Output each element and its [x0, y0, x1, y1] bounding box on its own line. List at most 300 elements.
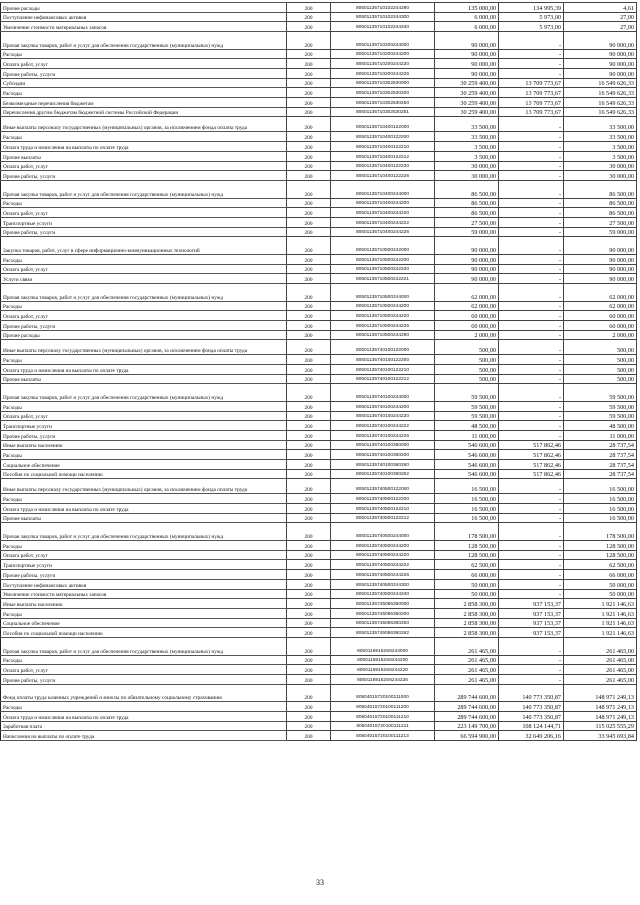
row-code-cell: 200 [287, 78, 331, 88]
row-unexecuted-amount-cell: 50 000,00 [564, 579, 637, 589]
row-classification-code-cell: 80501135740500244222 [331, 560, 435, 570]
row-approved-amount-cell: 33 500,00 [435, 117, 499, 132]
row-code-cell: 200 [287, 301, 331, 311]
row-approved-amount-cell: 500,00 [435, 355, 499, 365]
row-name-cell: Прочие работы, услуги [1, 570, 287, 580]
row-approved-amount-cell: 66 000,00 [435, 570, 499, 580]
row-approved-amount-cell: 3 500,00 [435, 142, 499, 152]
row-executed-amount-cell: 517 862,46 [499, 450, 564, 460]
row-approved-amount-cell: 546 600,00 [435, 450, 499, 460]
row-code-cell: 200 [287, 608, 331, 618]
row-unexecuted-amount-cell: 28 737,54 [564, 450, 637, 460]
row-classification-code-cell: 80501135710302530000 [331, 78, 435, 88]
row-executed-amount-cell: - [499, 59, 564, 69]
row-unexecuted-amount-cell: 1 921 146,63 [564, 608, 637, 618]
row-classification-code-cell: 80501135740500122000 [331, 479, 435, 494]
row-code-cell: 200 [287, 264, 331, 274]
row-classification-code-cell: 80501135740100122200 [331, 355, 435, 365]
row-executed-amount-cell: 5 973,00 [499, 22, 564, 32]
row-executed-amount-cell: - [499, 637, 564, 655]
row-code-cell: 200 [287, 504, 331, 514]
row-classification-code-cell: 80501135740500122212 [331, 513, 435, 523]
row-classification-code-cell: 80501135710400122200 [331, 132, 435, 142]
table-row [1, 22, 637, 32]
row-code-cell: 200 [287, 579, 331, 589]
row-unexecuted-amount-cell: 500,00 [564, 355, 637, 365]
row-approved-amount-cell: 62 000,00 [435, 301, 499, 311]
row-name-cell: Расходы [1, 702, 287, 712]
table-row [1, 560, 637, 570]
row-classification-code-cell: 80501135740100360200 [331, 450, 435, 460]
row-unexecuted-amount-cell: 16 500,00 [564, 494, 637, 504]
row-unexecuted-amount-cell: 30 000,00 [564, 161, 637, 171]
table-row [1, 364, 637, 374]
row-executed-amount-cell: 134 995,39 [499, 3, 564, 13]
row-executed-amount-cell: 140 773 350,87 [499, 702, 564, 712]
row-name-cell: Расходы [1, 494, 287, 504]
row-code-cell: 200 [287, 88, 331, 98]
table-row [1, 264, 637, 274]
row-code-cell: 200 [287, 3, 331, 13]
row-name-cell: Иные выплаты персоналу государственных (муниципальных) органов, за исключением фонда оплаты труда [1, 117, 287, 132]
row-code-cell: 200 [287, 355, 331, 365]
row-code-cell: 200 [287, 440, 331, 450]
row-unexecuted-amount-cell: 178 500,00 [564, 523, 637, 541]
row-approved-amount-cell: 86 500,00 [435, 180, 499, 198]
row-name-cell: Социальное обеспечение [1, 460, 287, 470]
row-code-cell: 200 [287, 198, 331, 208]
row-approved-amount-cell: 500,00 [435, 340, 499, 355]
row-executed-amount-cell: 13 709 773,67 [499, 107, 564, 117]
table-row [1, 171, 637, 181]
table-row [1, 330, 637, 340]
row-approved-amount-cell: 90 000,00 [435, 254, 499, 264]
row-name-cell: Расходы [1, 608, 287, 618]
row-approved-amount-cell: 59 000,00 [435, 227, 499, 237]
row-code-cell: 200 [287, 364, 331, 374]
row-code-cell: 200 [287, 59, 331, 69]
row-code-cell: 200 [287, 479, 331, 494]
row-approved-amount-cell: 546 600,00 [435, 440, 499, 450]
row-unexecuted-amount-cell: 28 737,54 [564, 469, 637, 479]
row-code-cell: 200 [287, 494, 331, 504]
row-code-cell: 200 [287, 283, 331, 301]
row-approved-amount-cell: 90 000,00 [435, 49, 499, 59]
row-executed-amount-cell: - [499, 132, 564, 142]
row-classification-code-cell: 80501135710500244226 [331, 320, 435, 330]
row-code-cell: 200 [287, 702, 331, 712]
table-row [1, 69, 637, 79]
row-unexecuted-amount-cell: 59 500,00 [564, 401, 637, 411]
row-name-cell: Прочие расходы [1, 330, 287, 340]
row-executed-amount-cell: - [499, 579, 564, 589]
row-approved-amount-cell: 50 000,00 [435, 589, 499, 599]
table-row [1, 301, 637, 311]
table-row [1, 665, 637, 675]
row-executed-amount-cell: - [499, 32, 564, 50]
row-name-cell: Прочие работы, услуги [1, 674, 287, 684]
row-unexecuted-amount-cell: 90 000,00 [564, 274, 637, 284]
row-classification-code-cell: 80504015720100111000 [331, 684, 435, 702]
row-unexecuted-amount-cell: 86 500,00 [564, 208, 637, 218]
table-row [1, 98, 637, 108]
row-classification-code-cell: 80501135740100244222 [331, 421, 435, 431]
table-row [1, 430, 637, 440]
row-unexecuted-amount-cell: 27 500,00 [564, 217, 637, 227]
row-code-cell: 200 [287, 320, 331, 330]
row-unexecuted-amount-cell: 16 500,00 [564, 479, 637, 494]
row-classification-code-cell: 80501135740100122000 [331, 340, 435, 355]
row-unexecuted-amount-cell: 90 000,00 [564, 49, 637, 59]
row-code-cell: 200 [287, 469, 331, 479]
row-approved-amount-cell: 6 000,00 [435, 22, 499, 32]
row-code-cell: 200 [287, 171, 331, 181]
row-executed-amount-cell: - [499, 523, 564, 541]
row-code-cell: 200 [287, 22, 331, 32]
row-code-cell: 200 [287, 460, 331, 470]
table-row [1, 541, 637, 551]
row-code-cell: 200 [287, 217, 331, 227]
row-classification-code-cell: 80501135710400244226 [331, 227, 435, 237]
row-unexecuted-amount-cell: 60 000,00 [564, 320, 637, 330]
row-name-cell: Социальное обеспечение [1, 618, 287, 628]
row-name-cell: Прочие расходы [1, 3, 287, 13]
row-classification-code-cell: 80501135710102244300 [331, 12, 435, 22]
row-code-cell: 200 [287, 12, 331, 22]
row-code-cell: 200 [287, 637, 331, 655]
table-row [1, 274, 637, 284]
table-row [1, 711, 637, 721]
table-row [1, 513, 637, 523]
row-classification-code-cell: 80501135710400244200 [331, 198, 435, 208]
table-row [1, 227, 637, 237]
row-code-cell: 200 [287, 628, 331, 638]
row-classification-code-cell: 80501135740100360260 [331, 460, 435, 470]
table-row [1, 570, 637, 580]
table-row [1, 117, 637, 132]
row-executed-amount-cell: - [499, 665, 564, 675]
row-name-cell: Расходы [1, 198, 287, 208]
row-classification-code-cell: 80501135740100244226 [331, 430, 435, 440]
table-row [1, 618, 637, 628]
row-code-cell: 200 [287, 117, 331, 132]
row-executed-amount-cell: - [499, 570, 564, 580]
row-executed-amount-cell: - [499, 237, 564, 255]
row-unexecuted-amount-cell: 90 000,00 [564, 264, 637, 274]
row-name-cell: Расходы [1, 541, 287, 551]
row-unexecuted-amount-cell: 16 549 626,33 [564, 78, 637, 88]
row-unexecuted-amount-cell: 33 500,00 [564, 132, 637, 142]
row-code-cell: 200 [287, 384, 331, 402]
table-row [1, 142, 637, 152]
row-classification-code-cell: 80501135740100122212 [331, 374, 435, 384]
row-approved-amount-cell: 2 858 300,00 [435, 608, 499, 618]
row-unexecuted-amount-cell: 62 000,00 [564, 283, 637, 301]
row-unexecuted-amount-cell: 3 500,00 [564, 142, 637, 152]
row-unexecuted-amount-cell: 261 465,00 [564, 637, 637, 655]
table-row [1, 579, 637, 589]
row-executed-amount-cell: - [499, 421, 564, 431]
row-code-cell: 200 [287, 340, 331, 355]
row-classification-code-cell: 80501169152S6244000 [331, 637, 435, 655]
row-executed-amount-cell: - [499, 161, 564, 171]
row-name-cell: Прочая закупка товаров, работ и услуг для обеспечения государственных (муниципальных) нужд [1, 180, 287, 198]
row-approved-amount-cell: 128 500,00 [435, 550, 499, 560]
row-executed-amount-cell: 517 862,46 [499, 469, 564, 479]
table-row [1, 460, 637, 470]
table-row [1, 450, 637, 460]
row-unexecuted-amount-cell: 1 921 146,63 [564, 618, 637, 628]
row-name-cell: Расходы [1, 355, 287, 365]
row-executed-amount-cell: 5 973,00 [499, 12, 564, 22]
row-classification-code-cell: 80501135710200244226 [331, 69, 435, 79]
table-row [1, 401, 637, 411]
row-name-cell: Оплата труда и начисления на выплаты по оплате труда [1, 711, 287, 721]
row-approved-amount-cell: 30 259 400,00 [435, 107, 499, 117]
table-row [1, 217, 637, 227]
table-row [1, 320, 637, 330]
row-approved-amount-cell: 60 000,00 [435, 311, 499, 321]
row-approved-amount-cell: 135 000,00 [435, 3, 499, 13]
row-classification-code-cell: 80504015720100111213 [331, 731, 435, 741]
row-unexecuted-amount-cell: 261 465,00 [564, 665, 637, 675]
table-row [1, 311, 637, 321]
table-row [1, 340, 637, 355]
row-executed-amount-cell: - [499, 264, 564, 274]
row-code-cell: 200 [287, 430, 331, 440]
row-code-cell: 200 [287, 513, 331, 523]
row-approved-amount-cell: 3 500,00 [435, 151, 499, 161]
table-row [1, 12, 637, 22]
row-approved-amount-cell: 30 259 400,00 [435, 98, 499, 108]
row-classification-code-cell: 80501135710302530250 [331, 98, 435, 108]
row-approved-amount-cell: 30 259 400,00 [435, 88, 499, 98]
row-unexecuted-amount-cell: 62 000,00 [564, 301, 637, 311]
row-executed-amount-cell: - [499, 283, 564, 301]
row-classification-code-cell: 80501135740100244200 [331, 401, 435, 411]
row-approved-amount-cell: 289 744 600,00 [435, 711, 499, 721]
row-classification-code-cell: 80501135710400122220 [331, 161, 435, 171]
row-unexecuted-amount-cell: 90 000,00 [564, 237, 637, 255]
row-approved-amount-cell: 16 500,00 [435, 513, 499, 523]
row-classification-code-cell: 80501135740100244220 [331, 411, 435, 421]
row-approved-amount-cell: 86 500,00 [435, 198, 499, 208]
row-unexecuted-amount-cell: 11 000,00 [564, 430, 637, 440]
row-approved-amount-cell: 261 465,00 [435, 637, 499, 655]
row-name-cell: Заработная плата [1, 721, 287, 731]
table-row [1, 550, 637, 560]
row-name-cell: Оплата работ, услуг [1, 59, 287, 69]
table-row [1, 355, 637, 365]
row-unexecuted-amount-cell: 62 500,00 [564, 560, 637, 570]
row-name-cell: Прочие выплаты [1, 151, 287, 161]
row-classification-code-cell: 80501135710200244200 [331, 49, 435, 59]
row-unexecuted-amount-cell: 500,00 [564, 340, 637, 355]
row-classification-code-cell: 80501135710102244340 [331, 22, 435, 32]
table-row [1, 254, 637, 264]
table-row [1, 421, 637, 431]
row-name-cell: Расходы [1, 49, 287, 59]
table-row [1, 608, 637, 618]
row-name-cell: Прочие работы, услуги [1, 171, 287, 181]
row-approved-amount-cell: 59 500,00 [435, 401, 499, 411]
row-code-cell: 200 [287, 274, 331, 284]
row-code-cell: 200 [287, 550, 331, 560]
row-executed-amount-cell: - [499, 374, 564, 384]
table-row [1, 32, 637, 50]
table-row [1, 589, 637, 599]
row-approved-amount-cell: 2 858 300,00 [435, 618, 499, 628]
row-unexecuted-amount-cell: 261 465,00 [564, 655, 637, 665]
row-code-cell: 200 [287, 237, 331, 255]
row-executed-amount-cell: - [499, 117, 564, 132]
row-classification-code-cell: 80501135710200244000 [331, 32, 435, 50]
row-unexecuted-amount-cell: 128 500,00 [564, 550, 637, 560]
row-classification-code-cell: 80501135710400244222 [331, 217, 435, 227]
table-row [1, 208, 637, 218]
row-unexecuted-amount-cell: 30 000,00 [564, 171, 637, 181]
row-executed-amount-cell: - [499, 589, 564, 599]
row-classification-code-cell: 80501169152S6244200 [331, 655, 435, 665]
row-code-cell: 200 [287, 374, 331, 384]
row-executed-amount-cell: 517 862,46 [499, 440, 564, 450]
row-approved-amount-cell: 90 000,00 [435, 32, 499, 50]
row-classification-code-cell: 80501135710500242221 [331, 274, 435, 284]
row-classification-code-cell: 80501135740100122210 [331, 364, 435, 374]
row-classification-code-cell: 80501135740500244000 [331, 523, 435, 541]
row-approved-amount-cell: 16 500,00 [435, 504, 499, 514]
row-unexecuted-amount-cell: 33 500,00 [564, 117, 637, 132]
row-unexecuted-amount-cell: 16 549 626,33 [564, 88, 637, 98]
row-code-cell: 200 [287, 599, 331, 609]
row-code-cell: 200 [287, 665, 331, 675]
row-code-cell: 200 [287, 161, 331, 171]
row-classification-code-cell: 80501135745086360260 [331, 618, 435, 628]
row-name-cell: Поступление нефинансовых активов [1, 12, 287, 22]
table-row [1, 504, 637, 514]
row-name-cell: Пособия по социальной помощи населению [1, 469, 287, 479]
row-code-cell: 200 [287, 69, 331, 79]
table-row [1, 151, 637, 161]
row-classification-code-cell: 80501135710500244220 [331, 311, 435, 321]
row-code-cell: 200 [287, 49, 331, 59]
row-code-cell: 200 [287, 421, 331, 431]
row-unexecuted-amount-cell: 500,00 [564, 374, 637, 384]
row-classification-code-cell: 80501135710500244290 [331, 330, 435, 340]
table-row [1, 88, 637, 98]
row-unexecuted-amount-cell: 48 500,00 [564, 421, 637, 431]
row-name-cell: Прочие выплаты [1, 374, 287, 384]
row-classification-code-cell: 80501135740500244226 [331, 570, 435, 580]
row-unexecuted-amount-cell: 27,00 [564, 12, 637, 22]
row-executed-amount-cell: - [499, 142, 564, 152]
row-code-cell: 200 [287, 180, 331, 198]
row-approved-amount-cell: 128 500,00 [435, 541, 499, 551]
row-executed-amount-cell: - [499, 411, 564, 421]
row-code-cell: 200 [287, 523, 331, 541]
row-unexecuted-amount-cell: 16 500,00 [564, 504, 637, 514]
row-name-cell: Прочие работы, услуги [1, 69, 287, 79]
row-approved-amount-cell: 62 500,00 [435, 560, 499, 570]
row-executed-amount-cell: - [499, 560, 564, 570]
table-row [1, 479, 637, 494]
row-executed-amount-cell: - [499, 513, 564, 523]
table-row [1, 78, 637, 88]
row-name-cell: Расходы [1, 301, 287, 311]
table-row [1, 3, 637, 13]
row-approved-amount-cell: 59 500,00 [435, 384, 499, 402]
row-executed-amount-cell: 937 153,37 [499, 628, 564, 638]
row-executed-amount-cell: - [499, 330, 564, 340]
row-name-cell: Увеличение стоимости материальных запасов [1, 589, 287, 599]
row-unexecuted-amount-cell: 90 000,00 [564, 32, 637, 50]
row-approved-amount-cell: 30 259 400,00 [435, 78, 499, 88]
row-executed-amount-cell: 517 862,46 [499, 460, 564, 470]
row-classification-code-cell: 80501135710500244000 [331, 283, 435, 301]
row-approved-amount-cell: 2 858 300,00 [435, 599, 499, 609]
row-unexecuted-amount-cell: 148 971 249,13 [564, 702, 637, 712]
table-row [1, 411, 637, 421]
row-name-cell: Прочая закупка товаров, работ и услуг для обеспечения государственных (муниципальных) нужд [1, 283, 287, 301]
row-approved-amount-cell: 48 500,00 [435, 421, 499, 431]
row-approved-amount-cell: 6 000,00 [435, 12, 499, 22]
row-name-cell: Прочая закупка товаров, работ и услуг для обеспечения государственных (муниципальных) нужд [1, 384, 287, 402]
row-code-cell: 200 [287, 560, 331, 570]
table-row [1, 49, 637, 59]
row-code-cell: 200 [287, 311, 331, 321]
row-executed-amount-cell: - [499, 49, 564, 59]
row-unexecuted-amount-cell: 28 737,54 [564, 440, 637, 450]
row-executed-amount-cell: - [499, 384, 564, 402]
table-row [1, 684, 637, 702]
row-unexecuted-amount-cell: 1 921 146,63 [564, 599, 637, 609]
row-name-cell: Оплата работ, услуг [1, 311, 287, 321]
row-name-cell: Субсидии [1, 78, 287, 88]
row-name-cell: Оплата работ, услуг [1, 208, 287, 218]
row-classification-code-cell: 80501135710500244200 [331, 301, 435, 311]
row-executed-amount-cell: - [499, 541, 564, 551]
row-code-cell: 200 [287, 151, 331, 161]
row-classification-code-cell: 80504015720100111210 [331, 711, 435, 721]
row-approved-amount-cell: 60 000,00 [435, 320, 499, 330]
table-row [1, 731, 637, 741]
row-name-cell: Оплата труда и начисления на выплаты по оплате труда [1, 364, 287, 374]
table-row [1, 374, 637, 384]
row-unexecuted-amount-cell: 148 971 249,13 [564, 711, 637, 721]
row-unexecuted-amount-cell: 115 025 555,29 [564, 721, 637, 731]
row-approved-amount-cell: 500,00 [435, 364, 499, 374]
row-approved-amount-cell: 16 500,00 [435, 479, 499, 494]
row-unexecuted-amount-cell: 50 000,00 [564, 589, 637, 599]
row-approved-amount-cell: 178 500,00 [435, 523, 499, 541]
row-executed-amount-cell: - [499, 430, 564, 440]
row-code-cell: 200 [287, 618, 331, 628]
row-name-cell: Оплата работ, услуг [1, 550, 287, 560]
row-name-cell: Оплата труда и начисления на выплаты по оплате труда [1, 504, 287, 514]
table-row [1, 702, 637, 712]
row-executed-amount-cell: - [499, 550, 564, 560]
row-name-cell: Иные выплаты персоналу государственных (муниципальных) органов, за исключением фонда оплаты труда [1, 340, 287, 355]
row-unexecuted-amount-cell: 86 500,00 [564, 198, 637, 208]
row-executed-amount-cell: - [499, 311, 564, 321]
row-classification-code-cell: 80501135710500242000 [331, 237, 435, 255]
table-row [1, 384, 637, 402]
row-name-cell: Оплата работ, услуг [1, 161, 287, 171]
row-name-cell: Иные выплаты населению [1, 440, 287, 450]
table-row [1, 161, 637, 171]
row-classification-code-cell: 80501135740100360262 [331, 469, 435, 479]
row-unexecuted-amount-cell: 28 737,54 [564, 460, 637, 470]
